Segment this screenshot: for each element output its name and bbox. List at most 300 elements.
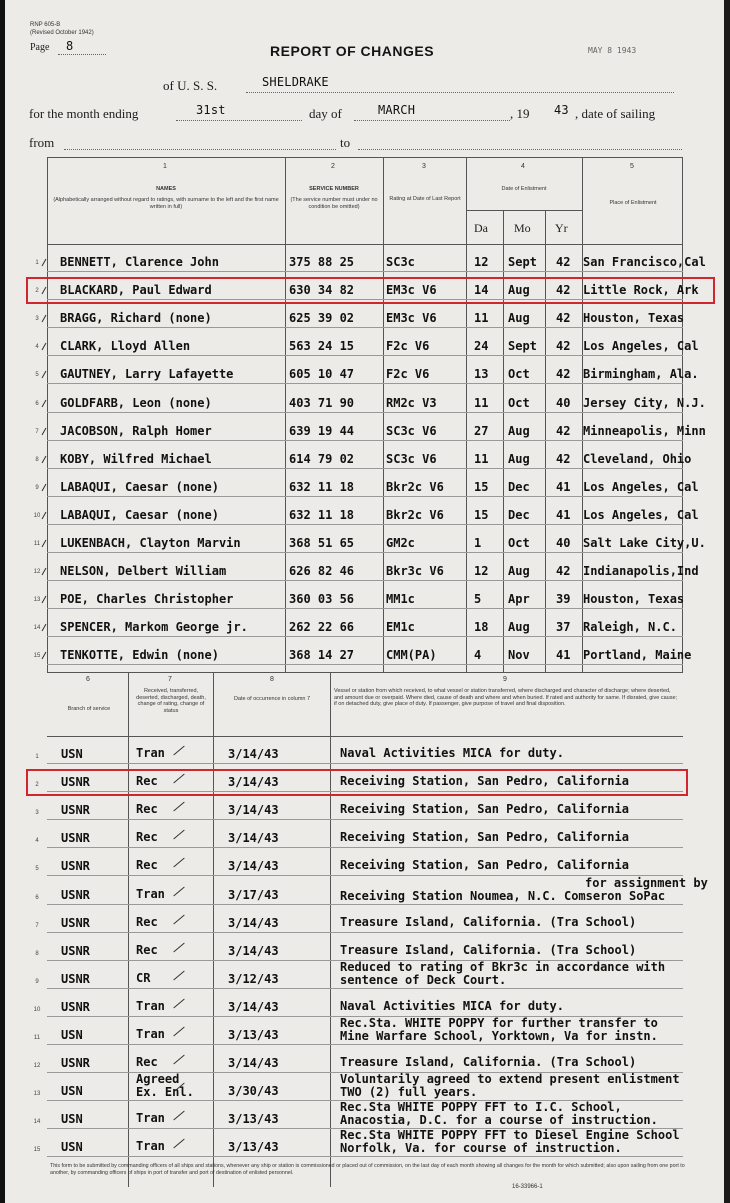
disposition-line: Treasure Island, California. (Tra School)	[340, 943, 637, 957]
header-names: NAMES	[156, 186, 176, 192]
crew-name: LABAQUI, Caesar (none)	[60, 508, 219, 522]
crew-name: JACOBSON, Ralph Homer	[60, 424, 212, 438]
bottom-table-row	[0, 1016, 730, 1051]
enlist-year: 41	[556, 480, 571, 494]
service-number: 632 11 18	[289, 480, 355, 494]
enlist-day: 14	[474, 283, 489, 297]
highlight-row-2-bottom	[26, 769, 688, 796]
row-rule	[47, 355, 683, 356]
crew-name: BRAGG, Richard (none)	[60, 311, 212, 325]
row-number: 2	[35, 782, 39, 788]
row-number: 1	[35, 260, 39, 266]
enlist-month: Oct	[508, 536, 530, 550]
header-branch: Branch of service	[67, 706, 111, 712]
check-mark	[173, 1111, 184, 1121]
crew-name: LUKENBACH, Clayton Marvin	[60, 536, 241, 550]
check-mark	[173, 915, 184, 925]
row-rule	[47, 664, 683, 665]
enlist-day: 15	[474, 480, 489, 494]
enlist-month: Oct	[508, 367, 530, 381]
crew-name: GAUTNEY, Larry Lafayette	[60, 367, 234, 381]
enlist-month: Aug	[508, 564, 530, 578]
ship-name: SHELDRAKE	[262, 75, 329, 89]
enlist-day: 4	[474, 648, 482, 662]
row-rule	[47, 904, 683, 905]
top-table-row	[0, 362, 730, 390]
check-mark	[173, 830, 184, 840]
occurrence-date: 3/30/43	[228, 1084, 279, 1098]
disposition-line: Receiving Station, San Pedro, California	[340, 830, 629, 844]
page-label: Page	[30, 42, 50, 53]
service-number: 368 51 65	[289, 536, 355, 550]
check-mark	[173, 971, 184, 981]
service-number: 375 88 25	[289, 255, 355, 269]
row-rule	[47, 440, 683, 441]
enlist-year: 40	[556, 536, 571, 550]
enlist-year: 40	[556, 396, 571, 410]
bottom-table-row	[0, 876, 730, 911]
enlist-year: 39	[556, 592, 571, 606]
check-mark	[173, 858, 184, 868]
enlist-month: Apr	[508, 592, 530, 606]
enlist-year: 42	[556, 367, 571, 381]
row-number: 7	[35, 923, 39, 929]
occurrence-date: 3/12/43	[228, 972, 279, 986]
change-type: Rec	[136, 943, 158, 957]
top-table-row	[0, 391, 730, 419]
change-type: Rec	[136, 915, 158, 929]
header-place: Place of Enlistment	[609, 200, 657, 206]
header-mo: Mo	[514, 221, 531, 235]
rating: SC3c	[386, 255, 415, 269]
enlist-place: Minneapolis, Minn	[583, 424, 706, 438]
enlist-month: Aug	[508, 620, 530, 634]
service-number: 360 03 56	[289, 592, 355, 606]
enlist-day: 12	[474, 564, 489, 578]
enlist-year: 42	[556, 564, 571, 578]
row-rule	[47, 468, 683, 469]
header-enlistment: Date of Enlistment	[501, 186, 547, 192]
row-number: 6	[35, 401, 39, 407]
branch-of-service: USNR	[61, 916, 90, 930]
rating: EM3c V6	[386, 283, 437, 297]
branch-of-service: USNR	[61, 888, 90, 902]
disposition-line: Treasure Island, California. (Tra School)	[340, 1055, 637, 1069]
highlight-row-2-top	[26, 277, 715, 304]
row-number: 15	[33, 1147, 41, 1153]
row-rule	[47, 580, 683, 581]
header-date-occurrence: Date of occurrence in column 7	[233, 696, 311, 702]
enlist-place: Salt Lake City,U.	[583, 536, 706, 550]
col-num-9: 9	[503, 676, 507, 683]
row-number: 8	[35, 457, 39, 463]
enlist-day: 18	[474, 620, 489, 634]
top-table-row	[0, 306, 730, 334]
row-rule	[47, 327, 683, 328]
rating: EM3c V6	[386, 311, 437, 325]
enlist-day: 12	[474, 255, 489, 269]
check-mark	[173, 887, 184, 897]
of-uss-label: of U. S. S.	[163, 78, 218, 93]
service-number: 625 39 02	[289, 311, 355, 325]
check-mark	[173, 1055, 184, 1065]
row-number: 13	[33, 597, 41, 603]
header-service-number: SERVICE NUMBER	[309, 186, 359, 192]
branch-of-service: USNR	[61, 1000, 90, 1014]
enlist-day: 13	[474, 367, 489, 381]
service-number: 563 24 15	[289, 339, 355, 353]
col-num-1: 1	[163, 163, 167, 170]
enlist-month: Sept	[508, 255, 537, 269]
col-num-3: 3	[422, 163, 426, 170]
col-num-6: 6	[86, 676, 90, 683]
disposition-line: Norfolk, Va. for course of instruction.	[340, 1141, 622, 1155]
row-number: 14	[33, 1119, 41, 1125]
disposition-line: Receiving Station, San Pedro, California	[340, 858, 629, 872]
enlist-place: Portland, Maine	[583, 648, 692, 662]
enlist-year: 42	[556, 339, 571, 353]
page-number: 8	[66, 39, 74, 53]
row-rule	[47, 1156, 683, 1157]
enlist-day: 11	[474, 452, 489, 466]
occurrence-date: 3/14/43	[228, 747, 279, 761]
enlist-month: Dec	[508, 480, 530, 494]
row-number: 8	[35, 951, 39, 957]
change-type: Rec	[136, 830, 158, 844]
top-table-row	[0, 250, 730, 278]
row-rule	[47, 552, 683, 553]
bottom-table-row	[0, 798, 730, 826]
check-mark	[173, 802, 184, 812]
date-stamp: MAY 8 1943	[588, 46, 637, 55]
branch-of-service: USN	[61, 1028, 83, 1042]
enlist-day: 27	[474, 424, 489, 438]
row-number: 2	[35, 288, 39, 294]
enlist-month: Sept	[508, 339, 537, 353]
disposition-line: Anacostia, D.C. for a course of instruction.	[340, 1113, 658, 1127]
month-day: 31st	[196, 103, 226, 117]
footer-note: This form to be submitted by commanding officers of all ships and stations, whenever any ship or station is commissioned or placed out of commission, on the last day of each month showing all changes for the month for which submitted; also upon sailing from one port to another, by commanding officers of ships in port of transfer and port of destination of enlisted personnel.	[50, 1163, 685, 1176]
disposition-line: TWO (2) full years.	[340, 1085, 478, 1099]
branch-of-service: USN	[61, 747, 83, 761]
crew-name: SPENCER, Markom George jr.	[60, 620, 248, 634]
occurrence-date: 3/14/43	[228, 859, 279, 873]
top-table-row	[0, 559, 730, 587]
enlist-place: Los Angeles, Cal	[583, 480, 699, 494]
header-yr: Yr	[555, 221, 568, 235]
header-names-note: (Alphabetically arranged without regard to ratings, with surname to the left and the first name written in full)	[53, 197, 279, 210]
enlist-place: Birmingham, Ala.	[583, 367, 699, 381]
check-mark	[173, 746, 184, 756]
service-number: 368 14 27	[289, 648, 355, 662]
enlist-year: 42	[556, 283, 571, 297]
row-number: 3	[35, 316, 39, 322]
enlist-year: 37	[556, 620, 571, 634]
row-number: 4	[35, 838, 39, 844]
top-table-row	[0, 615, 730, 643]
col-num-2: 2	[331, 163, 335, 170]
branch-of-service: USNR	[61, 831, 90, 845]
top-table-row	[0, 531, 730, 559]
crew-name: BLACKARD, Paul Edward	[60, 283, 212, 297]
disposition-line: Rec.Sta. WHITE POPPY for further transfer to	[340, 1016, 658, 1030]
top-table-row	[0, 587, 730, 615]
branch-of-service: USNR	[61, 972, 90, 986]
row-number: 13	[33, 1091, 41, 1097]
rating: SC3c V6	[386, 424, 437, 438]
change-type: Rec	[136, 1055, 158, 1069]
row-rule	[47, 763, 683, 764]
change-type: CR	[136, 971, 151, 985]
row-number: 7	[35, 429, 39, 435]
check-mark	[173, 1139, 184, 1149]
row-number: 12	[33, 569, 41, 575]
bottom-table-row	[0, 911, 730, 939]
service-number: 605 10 47	[289, 367, 355, 381]
enlist-place: Jersey City, N.J.	[583, 396, 706, 410]
top-table-row	[0, 419, 730, 447]
enlist-place: Indianapolis,Ind	[583, 564, 699, 578]
enlist-year: 42	[556, 255, 571, 269]
change-type: Tran	[136, 887, 165, 901]
bottom-table-row	[0, 826, 730, 854]
service-number: 639 19 44	[289, 424, 355, 438]
row-number: 4	[35, 344, 39, 350]
change-type: Rec	[136, 802, 158, 816]
enlist-month: Oct	[508, 396, 530, 410]
row-number: 5	[35, 866, 39, 872]
disposition-line: Naval Activities MICA for duty.	[340, 746, 564, 760]
year-prefix: , 19	[510, 106, 530, 121]
enlist-month: Nov	[508, 648, 530, 662]
enlist-month: Aug	[508, 452, 530, 466]
occurrence-date: 3/17/43	[228, 888, 279, 902]
rating: Bkr3c V6	[386, 564, 444, 578]
rating: GM2c	[386, 536, 415, 550]
crew-name: TENKOTTE, Edwin (none)	[60, 648, 219, 662]
occurrence-date: 3/14/43	[228, 1056, 279, 1070]
rating: RM2c V3	[386, 396, 437, 410]
col-num-8: 8	[270, 676, 274, 683]
row-number: 1	[35, 754, 39, 760]
branch-of-service: USN	[61, 1112, 83, 1126]
crew-name: GOLDFARB, Leon (none)	[60, 396, 212, 410]
row-number: 12	[33, 1063, 41, 1069]
service-number: 614 79 02	[289, 452, 355, 466]
row-rule	[47, 608, 683, 609]
top-table-row	[0, 643, 730, 671]
row-rule	[47, 932, 683, 933]
year-suffix: 43	[554, 103, 569, 117]
branch-of-service: USNR	[61, 859, 90, 873]
branch-of-service: USNR	[61, 775, 90, 789]
row-number: 9	[35, 485, 39, 491]
branch-of-service: USNR	[61, 944, 90, 958]
crew-name: POE, Charles Christopher	[60, 592, 234, 606]
enlist-month: Dec	[508, 508, 530, 522]
disposition-line: Mine Warfare School, Yorktown, Va for instn.	[340, 1029, 658, 1043]
enlist-place: Houston, Texas	[583, 592, 685, 606]
from-label: from	[29, 135, 55, 150]
enlist-day: 1	[474, 536, 482, 550]
row-number: 10	[33, 1007, 41, 1013]
top-table-row	[0, 334, 730, 362]
service-number: 626 82 46	[289, 564, 355, 578]
rating: Bkr2c V6	[386, 480, 444, 494]
bottom-table-row	[0, 1128, 730, 1163]
enlist-year: 42	[556, 424, 571, 438]
form-id: RNP 605-B	[30, 22, 61, 28]
enlist-place: Los Angeles, Cal	[583, 508, 699, 522]
service-number: 630 34 82	[289, 283, 355, 297]
crew-name: NELSON, Delbert William	[60, 564, 227, 578]
header-received: Received, transferred, deserted, discharged, death, change of rating, change of status	[136, 688, 206, 714]
row-rule	[47, 271, 683, 272]
bottom-table-row	[0, 742, 730, 770]
occurrence-date: 3/14/43	[228, 775, 279, 789]
branch-of-service: USN	[61, 1084, 83, 1098]
col-num-4: 4	[521, 163, 525, 170]
rating: SC3c V6	[386, 452, 437, 466]
service-number: 632 11 18	[289, 508, 355, 522]
change-type: Tran	[136, 999, 165, 1013]
row-rule	[47, 524, 683, 525]
change-type: Rec	[136, 858, 158, 872]
change-type: Tran	[136, 746, 165, 760]
branch-of-service: USN	[61, 1140, 83, 1154]
col-num-7: 7	[168, 676, 172, 683]
row-rule	[47, 1044, 683, 1045]
enlist-month: Aug	[508, 311, 530, 325]
disposition-line: Receiving Station Noumea, N.C. Comseron SoPac	[340, 889, 666, 903]
rating: EM1c	[386, 620, 415, 634]
change-type: Tran	[136, 1111, 165, 1125]
rating: F2c V6	[386, 367, 430, 381]
sailing-label: , date of sailing	[575, 106, 656, 121]
enlist-day: 11	[474, 396, 489, 410]
disposition-line: Rec.Sta WHITE POPPY FFT to Diesel Engine School	[340, 1128, 680, 1142]
row-rule	[47, 496, 683, 497]
top-table-row	[0, 475, 730, 503]
print-code: 16-33966-1	[512, 1184, 543, 1190]
crew-name: BENNETT, Clarence John	[60, 255, 219, 269]
occurrence-date: 3/14/43	[228, 916, 279, 930]
occurrence-date: 3/13/43	[228, 1140, 279, 1154]
row-number: 6	[35, 895, 39, 901]
check-mark	[173, 999, 184, 1009]
disposition-line: sentence of Deck Court.	[340, 973, 507, 987]
enlist-month: Aug	[508, 283, 530, 297]
occurrence-date: 3/13/43	[228, 1028, 279, 1042]
form-revision: (Revised October 1942)	[30, 30, 94, 36]
enlist-day: 11	[474, 311, 489, 325]
occurrence-date: 3/14/43	[228, 831, 279, 845]
crew-name: LABAQUI, Caesar (none)	[60, 480, 219, 494]
row-rule	[47, 383, 683, 384]
disposition-line: Receiving Station, San Pedro, California	[340, 774, 629, 788]
occurrence-date: 3/13/43	[228, 1112, 279, 1126]
check-mark	[173, 1027, 184, 1037]
enlist-place: Raleigh, N.C.	[583, 620, 677, 634]
rating: CMM(PA)	[386, 648, 437, 662]
enlist-place: Little Rock, Ark	[583, 283, 699, 297]
enlist-place: Cleveland, Ohio	[583, 452, 692, 466]
service-number: 262 22 66	[289, 620, 355, 634]
branch-of-service: USNR	[61, 1056, 90, 1070]
row-number: 11	[33, 541, 41, 547]
row-number: 14	[33, 625, 41, 631]
disposition-line: Naval Activities MICA for duty.	[340, 999, 564, 1013]
disposition-line: Rec.Sta WHITE POPPY FFT to I.C. School,	[340, 1100, 622, 1114]
occurrence-date: 3/14/43	[228, 803, 279, 817]
enlist-day: 24	[474, 339, 489, 353]
enlist-year: 42	[556, 311, 571, 325]
enlist-place: Los Angeles, Cal	[583, 339, 699, 353]
change-type: Agreed Ex. Enl.	[136, 1072, 194, 1099]
change-type: Rec	[136, 774, 158, 788]
row-rule	[47, 988, 683, 989]
enlist-place: San Francisco,Cal	[583, 255, 706, 269]
enlist-year: 41	[556, 648, 571, 662]
header-service-note: (The service number must under no condition be omitted)	[290, 197, 378, 210]
branch-of-service: USNR	[61, 803, 90, 817]
rating: F2c V6	[386, 339, 430, 353]
row-number: 15	[33, 653, 41, 659]
row-rule	[47, 412, 683, 413]
month-name: MARCH	[378, 103, 416, 117]
header-vessel: Vessel or station from which received, to what vessel or station transferred, where discharged and character of discharge; where deserted, and amount due or overpaid. Where died, cause of death and where and when buried. If rated and authority for same. If disrated, give cause; if on detached duty, give place of duty. If passenger, give purpose of travel and final disposition.	[334, 688, 678, 707]
header-rating: Rating at Date of Last Report	[389, 196, 461, 202]
header-da: Da	[474, 221, 488, 235]
report-title: REPORT OF CHANGES	[270, 43, 435, 59]
service-number: 403 71 90	[289, 396, 355, 410]
disposition-line: for assignment by	[585, 876, 708, 890]
row-rule	[47, 636, 683, 637]
rating: MM1c	[386, 592, 415, 606]
row-number: 11	[33, 1035, 41, 1041]
bottom-table-row	[0, 960, 730, 995]
check-mark	[173, 943, 184, 953]
occurrence-date: 3/14/43	[228, 1000, 279, 1014]
occurrence-date: 3/14/43	[228, 944, 279, 958]
col-num-5: 5	[630, 163, 634, 170]
day-of-label: day of	[309, 106, 342, 121]
row-number: 5	[35, 372, 39, 378]
crew-name: CLARK, Lloyd Allen	[60, 339, 191, 353]
enlist-day: 5	[474, 592, 482, 606]
row-rule	[47, 847, 683, 848]
crew-name: KOBY, Wilfred Michael	[60, 452, 212, 466]
disposition-line: Voluntarily agreed to extend present enlistment	[340, 1072, 680, 1086]
enlist-year: 42	[556, 452, 571, 466]
disposition-line: Treasure Island, California. (Tra School)	[340, 915, 637, 929]
row-number: 3	[35, 810, 39, 816]
to-label: to	[340, 135, 351, 150]
row-number: 9	[35, 979, 39, 985]
enlist-year: 41	[556, 508, 571, 522]
enlist-month: Aug	[508, 424, 530, 438]
top-table-row	[0, 503, 730, 531]
enlist-day: 15	[474, 508, 489, 522]
rating: Bkr2c V6	[386, 508, 444, 522]
month-ending-label: for the month ending	[29, 106, 139, 121]
change-type: Tran	[136, 1027, 165, 1041]
disposition-line: Receiving Station, San Pedro, California	[340, 802, 629, 816]
change-type: Tran	[136, 1139, 165, 1153]
row-rule	[47, 819, 683, 820]
disposition-line: Reduced to rating of Bkr3c in accordance with	[340, 960, 666, 974]
top-table-row	[0, 447, 730, 475]
